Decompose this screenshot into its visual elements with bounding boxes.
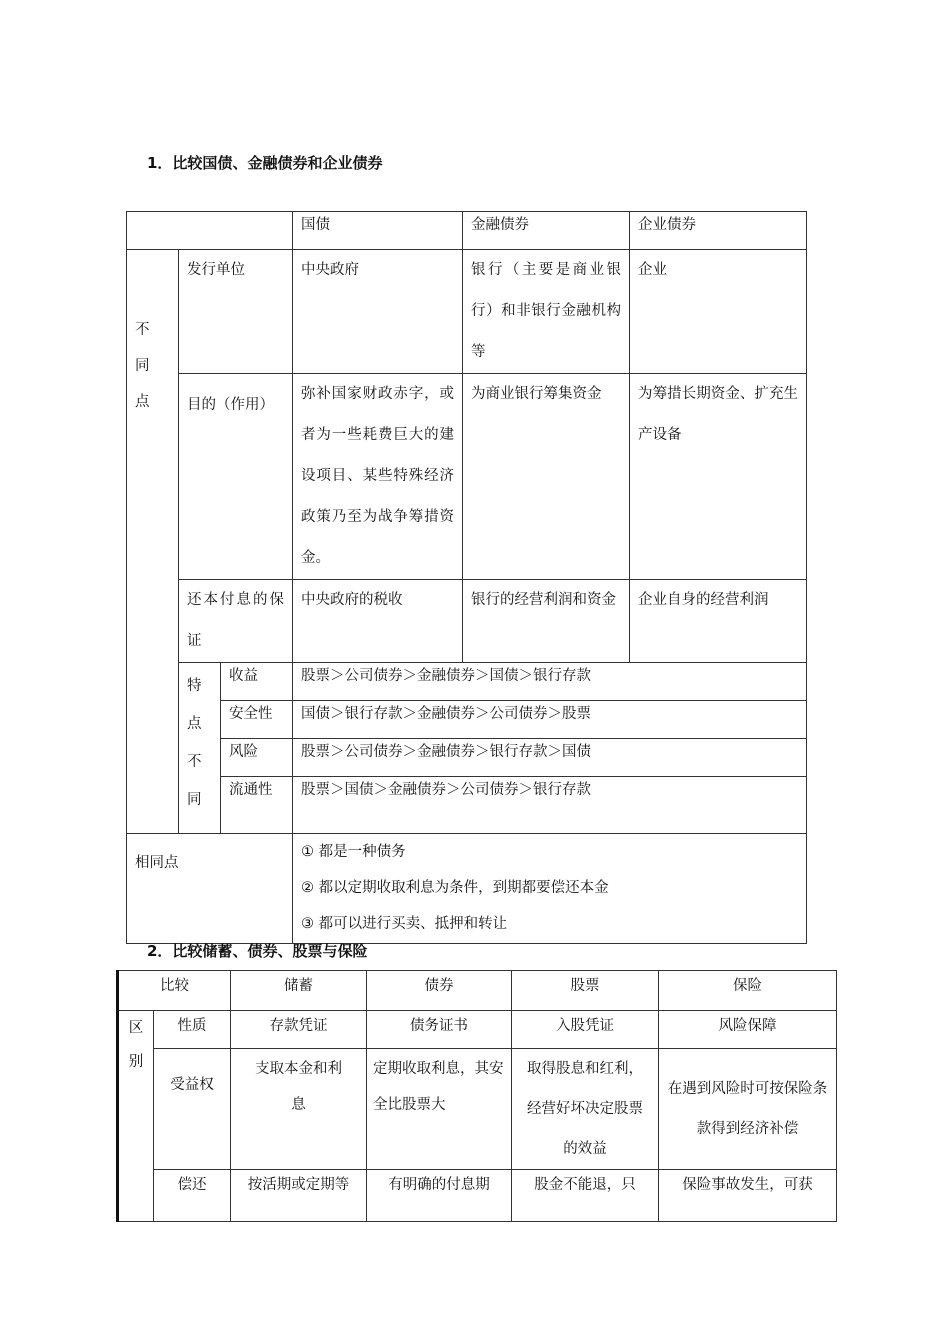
same-item: ③ 都可以进行买卖、抵押和转让 [301, 916, 508, 932]
purpose-guozhai: 弥补国家财政赤字，或者为一些耗费巨大的建设项目、某些特殊经济政策乃至为战争筹措资金。 [293, 374, 463, 580]
purpose-label: 目的（作用） [179, 374, 293, 580]
repay-stocks: 股金不能退，只 [512, 1170, 659, 1222]
feature-value: 国债＞银行存款＞金融债券＞公司债券＞股票 [293, 701, 807, 739]
row-nature-label: 性质 [154, 1011, 231, 1049]
issuer-label: 发行单位 [179, 250, 293, 374]
issuer-qiye: 企业 [630, 250, 807, 374]
nature-insurance: 风险保障 [659, 1011, 837, 1049]
repay-insurance: 保险事故发生，可获 [659, 1170, 837, 1222]
feature-value: 股票＞公司债券＞金融债券＞银行存款＞国债 [293, 739, 807, 777]
header-guozhai: 国债 [293, 212, 463, 250]
repay-bonds: 有明确的付息期 [367, 1170, 512, 1222]
diff-label [127, 250, 179, 834]
feat-char-3: 不 [187, 754, 202, 770]
header-qiye: 企业债券 [630, 212, 807, 250]
same-item: ② 都以定期收取利息为条件，到期都要偿还本金 [301, 880, 609, 896]
row-repay-label: 偿还 [154, 1170, 231, 1222]
benefit-savings: 支取本金和利息 [231, 1049, 367, 1170]
guarantee-jinrong: 银行的经营利润和资金 [463, 580, 630, 663]
benefit-stocks: 取得股息和红利，经营好坏决定股票的效益 [512, 1049, 659, 1170]
feat-char-4: 同 [187, 792, 202, 808]
feature-name: 收益 [221, 663, 293, 701]
benefit-bonds: 定期收取利息，其安全比股票大 [367, 1049, 512, 1170]
feature-name: 安全性 [221, 701, 293, 739]
row-benefit-label: 受益权 [154, 1049, 231, 1170]
feat-char-2: 点 [187, 716, 202, 732]
diff-char-3: 点 [135, 394, 150, 410]
feat-char-1: 特 [187, 678, 202, 694]
corner-cell [127, 212, 293, 250]
issuer-jinrong: 银行（主要是商业银行）和非银行金融机构等 [463, 250, 630, 374]
repay-savings: 按活期或定期等 [231, 1170, 367, 1222]
feature-value: 股票＞公司债券＞金融债券＞国债＞银行存款 [293, 663, 807, 701]
same-item: ① 都是一种债务 [301, 844, 406, 860]
diff-char-1: 不 [135, 322, 150, 338]
nature-stocks: 入股凭证 [512, 1011, 659, 1049]
diff2-char-1: 区 [128, 1020, 144, 1036]
same-items [293, 834, 807, 944]
diff-label-2 [118, 1011, 154, 1222]
guarantee-guozhai: 中央政府的税收 [293, 580, 463, 663]
header-bonds: 债券 [367, 971, 512, 1011]
header-insurance: 保险 [659, 971, 837, 1011]
nature-bonds: 债务证书 [367, 1011, 512, 1049]
feature-name: 风险 [221, 739, 293, 777]
section2-title: 2．比较储蓄、债券、股票与保险 [147, 942, 368, 960]
header-jinrong: 金融债券 [463, 212, 630, 250]
savings-comparison-table [116, 970, 837, 1222]
purpose-qiye: 为筹措长期资金、扩充生产设备 [630, 374, 807, 580]
purpose-jinrong: 为商业银行筹集资金 [463, 374, 630, 580]
diff-char-2: 同 [135, 358, 150, 374]
feature-value: 股票＞国债＞金融债券＞公司债券＞银行存款 [293, 777, 807, 834]
header-savings: 储蓄 [231, 971, 367, 1011]
same-label: 相同点 [127, 834, 293, 944]
header-stocks: 股票 [512, 971, 659, 1011]
issuer-guozhai: 中央政府 [293, 250, 463, 374]
feature-name: 流通性 [221, 777, 293, 834]
features-label [179, 663, 221, 834]
guarantee-label: 还本付息的保证 [179, 580, 293, 663]
section1-title: 1．比较国债、金融债券和企业债券 [147, 154, 383, 172]
header-compare: 比较 [118, 971, 231, 1011]
nature-savings: 存款凭证 [231, 1011, 367, 1049]
guarantee-qiye: 企业自身的经营利润 [630, 580, 807, 663]
diff2-char-2: 别 [128, 1054, 144, 1070]
benefit-insurance: 在遇到风险时可按保险条款得到经济补偿 [659, 1049, 837, 1170]
bond-comparison-table [126, 211, 807, 944]
